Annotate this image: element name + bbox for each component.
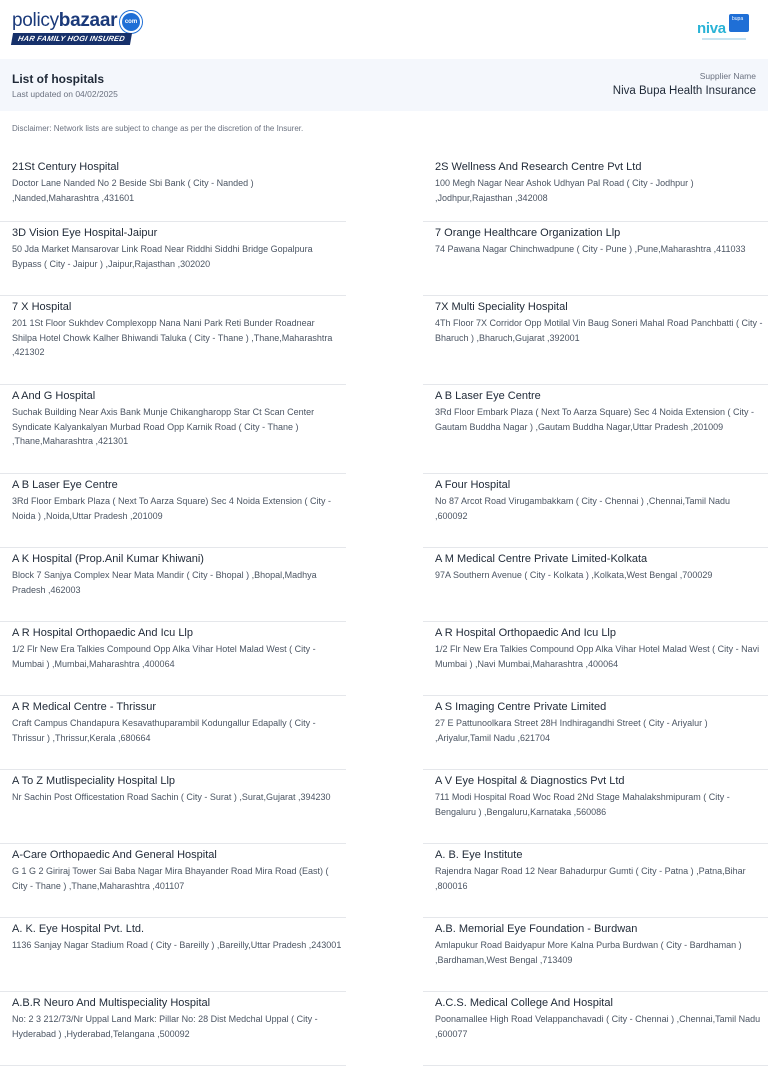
hospital-card [423, 552, 768, 622]
hospital-list-left [0, 156, 346, 1066]
hospital-address: Poonamallee High Road Velappanchavadi ( City - Chennai ) ,Chennai,Tamil Nadu ,600077 [435, 1014, 761, 1039]
hospital-name: A.B. Memorial Eye Foundation - Burdwan [435, 923, 638, 935]
hospital-card [0, 996, 346, 1066]
hospital-address: Nr Sachin Post Officestation Road Sachin ( City - Surat ) ,Surat,Gujarat ,394230 [12, 792, 331, 802]
logo-wordmark: policybazaar [12, 10, 118, 31]
hospital-name: 7 Orange Healthcare Organization Llp [435, 227, 621, 239]
hospital-name: A. B. Eye Institute [435, 849, 523, 861]
hospital-address: 3Rd Floor Embark Plaza ( Next To Aarza Square) Sec 4 Noida Extension ( City - Gautam Buddha Nagar ) ,Gautam Buddha Nagar,Uttar Pradesh ,201009 [435, 407, 754, 432]
hospital-card [0, 700, 346, 770]
hospital-address: 1136 Sanjay Nagar Stadium Road ( City - Bareilly ) ,Bareilly,Uttar Pradesh ,243001 [12, 940, 342, 950]
hospital-card [0, 922, 346, 992]
hospital-name: A R Hospital Orthopaedic And Icu Llp [435, 627, 616, 639]
hospital-address: 711 Modi Hospital Road Woc Road 2Nd Stage Mahalakshmipuram ( City - Bengaluru ) ,Bengaluru,Karnataka ,560086 [435, 792, 730, 817]
hospital-name: A And G Hospital [12, 390, 96, 402]
hospital-name: A R Medical Centre - Thrissur [12, 701, 157, 713]
logo-underline [702, 38, 746, 40]
hospital-card [423, 226, 768, 296]
hospital-card [423, 389, 768, 474]
hospital-address: 97A Southern Avenue ( City - Kolkata ) ,Kolkata,West Bengal ,700029 [435, 570, 713, 580]
hospital-name: A Four Hospital [435, 479, 511, 491]
hospital-card [0, 300, 346, 385]
hospital-card [423, 700, 768, 770]
hospital-card [423, 160, 768, 222]
hospital-address: Doctor Lane Nanded No 2 Beside Sbi Bank ( City - Nanded ) ,Nanded,Maharashtra ,431601 [12, 178, 254, 203]
page-title: List of hospitals [12, 72, 105, 86]
hospital-name: A R Hospital Orthopaedic And Icu Llp [12, 627, 193, 639]
hospital-address: 201 1St Floor Sukhdev Complexopp Nana Nani Park Reti Bunder Roadnear Shilpa Hotel Chowk Kalher Bhiwandi Taluka ( City - Thane ) ,Thane,Maharashtra ,421302 [12, 318, 333, 357]
hospital-address: 50 Jda Market Mansarovar Link Road Near Riddhi Siddhi Bridge Gopalpura Bypass ( City - Jaipur ) ,Jaipur,Rajasthan ,302020 [12, 244, 313, 269]
hospital-address: 1/2 Flr New Era Talkies Compound Opp Alka Vihar Hotel Malad West ( City - Mumbai ) ,Mumbai,Maharashtra ,400064 [12, 644, 316, 669]
hospital-card [423, 774, 768, 844]
hospital-address: 100 Megh Nagar Near Ashok Udhyan Pal Road ( City - Jodhpur ) ,Jodhpur,Rajasthan ,342008 [435, 178, 694, 203]
hospital-name: 2S Wellness And Research Centre Pvt Ltd [435, 161, 642, 173]
hospital-card [0, 626, 346, 696]
hospital-address: No 87 Arcot Road Virugambakkam ( City - Chennai ) ,Chennai,Tamil Nadu ,600092 [435, 496, 730, 521]
hospital-address: 3Rd Floor Embark Plaza ( Next To Aarza Square) Sec 4 Noida Extension ( City - Noida ) ,Noida,Uttar Pradesh ,201009 [12, 496, 331, 521]
supplier-name: Niva Bupa Health Insurance [612, 85, 756, 97]
hospital-address: 74 Pawana Nagar Chinchwadpune ( City - Pune ) ,Pune,Maharashtra ,411033 [435, 244, 746, 254]
last-updated: Last updated on 04/02/2025 [12, 89, 118, 99]
hospital-address: No: 2 3 212/73/Nr Uppal Land Mark: Pillar No: 28 Dist Medchal Uppal ( City - Hyderabad ) ,Hyderabad,Telangana ,500092 [12, 1014, 318, 1039]
hospital-card [423, 478, 768, 548]
hospital-name: A. K. Eye Hospital Pvt. Ltd. [12, 923, 145, 935]
hospital-name: A.B.R Neuro And Multispeciality Hospital [12, 997, 211, 1009]
logo-com-badge: com [120, 11, 142, 33]
hospital-address: Amlapukur Road Baidyapur More Kalna Purba Burdwan ( City - Bardhaman ) ,Bardhaman,West Bengal ,713409 [435, 940, 742, 965]
hospital-address: 27 E Pattunoolkara Street 28H Indhiragandhi Street ( City - Ariyalur ) ,Ariyalur,Tamil Nadu ,621704 [435, 718, 708, 743]
hospital-name: A To Z Mutlispeciality Hospital Llp [12, 775, 176, 787]
hospital-list-right [423, 156, 768, 1066]
hospital-address: G 1 G 2 Giriraj Tower Sai Baba Nagar Mira Bhayander Road Mira Road (East) ( City - Thane ) ,Thane,Maharashtra ,401107 [12, 866, 329, 891]
logo-tagline: HAR FAMILY HOGI INSURED [11, 33, 132, 45]
hospital-address: Suchak Building Near Axis Bank Munje Chikangharopp Star Ct Scan Center Syndicate Kalyankalyan Murbad Road Opp Karnik Road ( City - Thane ) ,Thane,Maharashtra ,421301 [12, 407, 315, 446]
hospital-card [0, 774, 346, 844]
niva-bupa-logo [696, 14, 750, 40]
hospital-card [423, 626, 768, 696]
hospital-card [0, 848, 346, 918]
hospital-name: A B Laser Eye Centre [435, 390, 541, 402]
hospital-name: A B Laser Eye Centre [12, 479, 118, 491]
hospital-address: Craft Campus Chandapura Kesavathuparambil Kodungallur Edapally ( City - Thrissur ) ,Thrissur,Kerala ,680664 [12, 718, 316, 743]
hospital-name: A M Medical Centre Private Limited-Kolkata [435, 553, 648, 565]
hospital-name: 7X Multi Speciality Hospital [435, 301, 568, 313]
hospital-card [423, 848, 768, 918]
page-header [0, 0, 768, 58]
disclaimer-text: Disclaimer: Network lists are subject to change as per the discretion of the Insurer. [12, 124, 304, 133]
bupa-badge-icon: bupa [729, 14, 749, 32]
insurer-wordmark: niva [697, 20, 726, 37]
hospital-card [423, 996, 768, 1066]
hospital-address: 1/2 Flr New Era Talkies Compound Opp Alka Vihar Hotel Malad West ( City - Navi Mumbai ) ,Navi Mumbai,Maharashtra ,400064 [435, 644, 760, 669]
hospital-name: A K Hospital (Prop.Anil Kumar Khiwani) [12, 553, 204, 565]
hospital-name: 21St Century Hospital [12, 161, 119, 173]
hospital-card [0, 226, 346, 296]
hospital-card [0, 552, 346, 622]
hospital-address: 4Th Floor 7X Corridor Opp Motilal Vin Baug Soneri Mahal Road Panchbatti ( City - Bharuch ) ,Bharuch,Gujarat ,392001 [435, 318, 763, 343]
hospital-address: Block 7 Sanjya Complex Near Mata Mandir ( City - Bhopal ) ,Bhopal,Madhya Pradesh ,462003 [12, 570, 317, 595]
hospital-card [0, 389, 346, 474]
hospital-name: 3D Vision Eye Hospital-Jaipur [12, 227, 158, 239]
hospital-card [423, 300, 768, 385]
title-band [0, 59, 768, 111]
hospital-card [423, 922, 768, 992]
hospital-name: A S Imaging Centre Private Limited [435, 701, 607, 713]
hospital-name: A V Eye Hospital & Diagnostics Pvt Ltd [435, 775, 625, 787]
supplier-label: Supplier Name [699, 71, 756, 81]
hospital-name: A-Care Orthopaedic And General Hospital [12, 849, 217, 861]
policybazaar-logo[interactable] [12, 10, 146, 46]
hospital-name: 7 X Hospital [12, 301, 72, 313]
hospital-card [0, 160, 346, 222]
hospital-card [0, 478, 346, 548]
hospital-name: A.C.S. Medical College And Hospital [435, 997, 613, 1009]
hospital-address: Rajendra Nagar Road 12 Near Bahadurpur Gumti ( City - Patna ) ,Patna,Bihar ,800016 [435, 866, 746, 891]
